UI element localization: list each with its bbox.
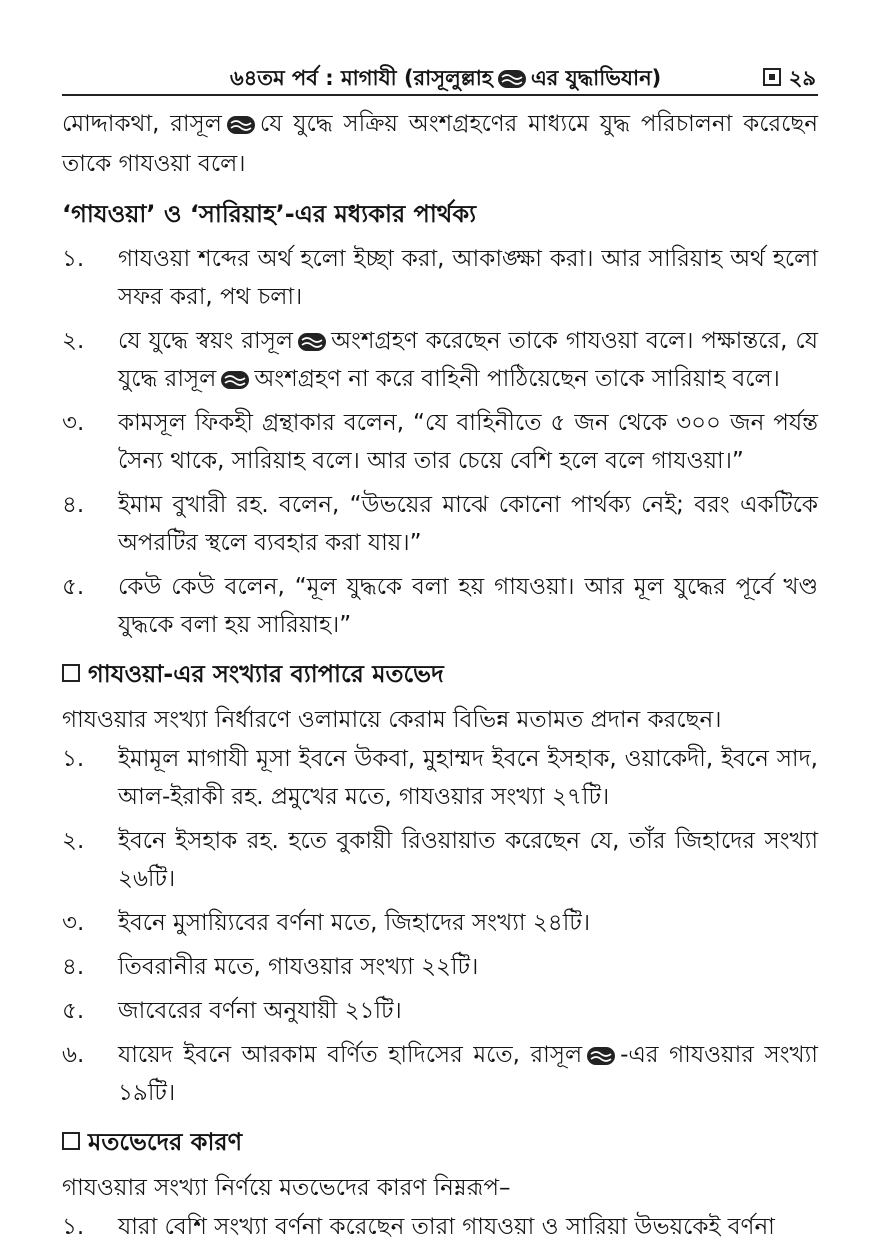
page-number bbox=[763, 62, 816, 97]
item-number: ২. bbox=[62, 328, 85, 354]
list-item bbox=[62, 1208, 818, 1246]
section-intro: গাযওয়ার সংখ্যা নির্ধারণে ওলামায়ে কেরাম বিভিন্ন মতামত প্রদান করছেন। bbox=[62, 707, 722, 733]
item-text: ইমাম বুখারী রহ. বলেন, “উভয়ের মাঝে কোনো পার্থক্য নেই; বরং একটিকে অপরটির স্থলে ব্যবহার করা যায়।” bbox=[118, 492, 818, 556]
item-text: ইবনে মুসায়্যিবের বর্ণনা মতে, জিহাদের সংখ্যা ২৪টি। bbox=[118, 910, 591, 936]
item-number: ১. bbox=[62, 746, 85, 772]
item-text-part: অংশগ্রহণ না করে বাহিনী পাঠিয়েছেন তাকে সারিয়াহ বলে। bbox=[254, 366, 780, 392]
item-text: ইবনে ইসহাক রহ. হতে বুকায়ী রিওয়ায়াত করেছেন যে, তাঁর জিহাদের সংখ্যা ২৬টি। bbox=[118, 828, 818, 892]
section-heading-difference: ‘গাযওয়া’ ও ‘সারিয়াহ’-এর মধ্যকার পার্থক্য bbox=[62, 200, 477, 228]
list-item bbox=[62, 322, 818, 398]
item-text-part: যায়েদ ইবনে আরকাম বর্ণিত হাদিসের মতে, রাসূল bbox=[118, 1042, 583, 1068]
item-number: ২. bbox=[62, 828, 85, 854]
header-title bbox=[230, 62, 661, 97]
item-number: ৫. bbox=[62, 574, 85, 600]
item-number: ১. bbox=[62, 1214, 85, 1240]
item-number: ৩. bbox=[62, 410, 85, 436]
list-item bbox=[62, 740, 818, 816]
checkbox-bullet-icon bbox=[62, 664, 80, 682]
checkbox-bullet-icon bbox=[62, 1132, 80, 1150]
item-text: গাযওয়া শব্দের অর্থ হলো ইচ্ছা করা, আকাঙ্ক্ষা করা। আর সারিয়াহ অর্থ হলো সফর করা, পথ চলা। bbox=[118, 246, 818, 310]
salawat-seal-icon bbox=[226, 114, 256, 136]
item-number: ১. bbox=[62, 246, 85, 272]
header-title-text: ৬৪তম পর্ব : মাগাযী (রাসূলুল্লাহ bbox=[230, 66, 493, 90]
item-number: ৩. bbox=[62, 910, 85, 936]
item-text: কেউ কেউ বলেন, “মূল যুদ্ধকে বলা হয় গাযওয়া। আর মূল যুদ্ধের পূর্বে খণ্ড যুদ্ধকে বলা হয় সারিয়াহ।” bbox=[118, 574, 818, 638]
list-item bbox=[62, 486, 818, 562]
salawat-seal-icon bbox=[586, 1045, 616, 1067]
intro-part-2: যে যুদ্ধে সক্রিয় অংশগ্রহণের মাধ্যমে যুদ্ধ পরিচালনা করেছেন তাকে গাযওয়া বলে। bbox=[62, 111, 819, 177]
item-number: ৬. bbox=[62, 1042, 85, 1068]
list-item bbox=[62, 568, 818, 644]
item-text-part: -এর গাযওয়ার সংখ্যা ১৯টি। bbox=[118, 1042, 818, 1106]
item-number: ৫. bbox=[62, 998, 85, 1024]
salawat-seal-icon bbox=[220, 369, 250, 391]
section-heading-text: মতভেদের কারণ bbox=[88, 1128, 243, 1156]
header-title-end: এর যুদ্ধাভিযান) bbox=[530, 66, 662, 90]
list-item bbox=[62, 904, 818, 942]
list-item bbox=[62, 948, 818, 986]
list-item bbox=[62, 1036, 818, 1112]
section-heading-reason bbox=[62, 1120, 818, 1164]
intro-part-1: মোদ্দাকথা, রাসূল bbox=[62, 111, 222, 137]
item-text: ইমামূল মাগাযী মূসা ইবনে উকবা, মুহাম্মদ ইবনে ইসহাক, ওয়াকেদী, ইবনে সাদ, আল-ইরাকী রহ. প্রমুখের মতে, গাযওয়ার সংখ্যা ২৭টি। bbox=[118, 746, 818, 810]
item-text: কামসূল ফিকহী গ্রন্থাকার বলেন, “যে বাহিনীতে ৫ জন থেকে ৩০০ জন পর্যন্ত সৈন্য থাকে, সারিয়াহ বলে। আর তার চেয়ে বেশি হলে বলে গাযওয়া।” bbox=[118, 410, 818, 474]
item-text: জাবেরের বর্ণনা অনুযায়ী ২১টি। bbox=[118, 998, 402, 1024]
section-intro: গাযওয়ার সংখ্যা নির্ণয়ে মতভেদের কারণ নিম্নরূপ– bbox=[62, 1175, 511, 1201]
item-text: তিবরানীর মতে, গাযওয়ার সংখ্যা ২২টি। bbox=[118, 954, 479, 980]
item-text: যারা বেশি সংখ্যা বর্ণনা করেছেন তারা গাযওয়া ও সারিয়া উভয়কেই বর্ণনা bbox=[118, 1214, 775, 1240]
page-number-text: ২৯ bbox=[788, 66, 816, 90]
list-item bbox=[62, 992, 818, 1030]
list-item bbox=[62, 822, 818, 898]
list-item bbox=[62, 404, 818, 480]
item-number: ৪. bbox=[62, 954, 85, 980]
salawat-seal-icon bbox=[497, 68, 527, 90]
page-content bbox=[62, 104, 818, 1252]
item-number: ৪. bbox=[62, 492, 85, 518]
intro-paragraph bbox=[62, 104, 818, 184]
list-item bbox=[62, 240, 818, 316]
item-text-part: যে যুদ্ধে স্বয়ং রাসূল bbox=[118, 328, 294, 354]
item-text-part: অংশগ্রহণ করেছেন তাকে গাযওয়া বলে। পক্ষান্তরে, যে যুদ্ধে রাসূল bbox=[118, 328, 818, 392]
item-text bbox=[118, 322, 818, 398]
salawat-seal-icon bbox=[297, 331, 327, 353]
running-header bbox=[62, 58, 818, 96]
square-bullet-icon bbox=[763, 68, 781, 86]
section-heading-text: গাযওয়া-এর সংখ্যার ব্যাপারে মতভেদ bbox=[88, 660, 444, 688]
section-heading-count bbox=[62, 652, 818, 696]
item-text bbox=[118, 1036, 818, 1112]
